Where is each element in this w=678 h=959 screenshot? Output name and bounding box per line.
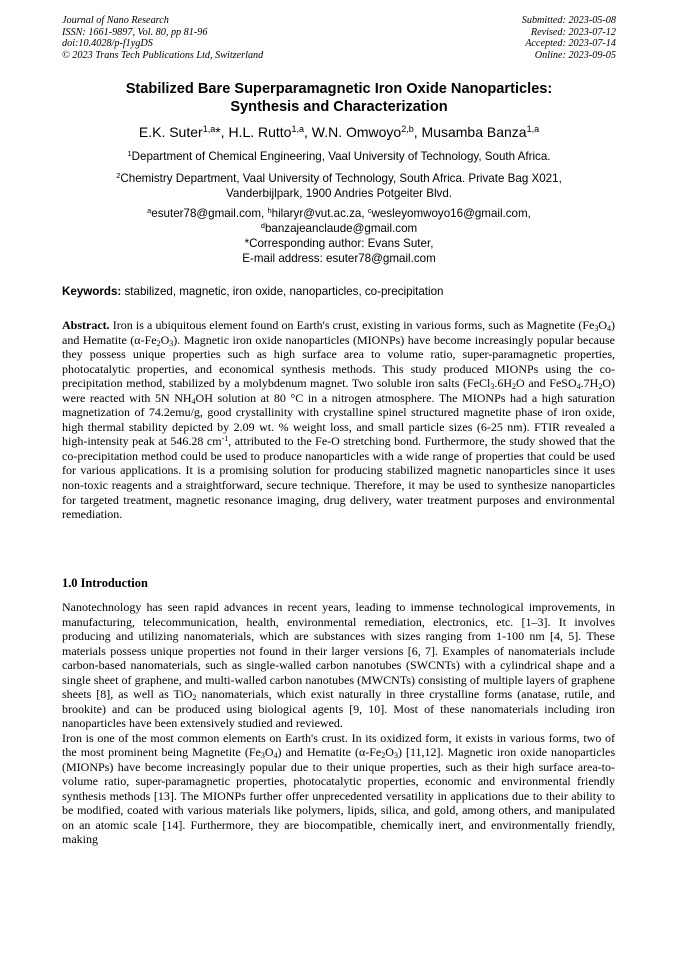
abstract-text: O (160, 332, 170, 347)
subscript: 3 (594, 324, 599, 333)
doi-line: doi:10.4028/p-f1ygDS (62, 38, 153, 50)
abstract-text: .6H (494, 376, 513, 391)
abstract-text: , attributed to the Fe-O stretching bond. Furthermore, the study showed that the co-precipitation method could be used to produce nanoparticles with a wide range of properties that could be used for various applications. It is a promising solution for producing stabilized magnetic nanoparticles since it uses non-toxic reagents and a straightforward, secure technique. Therefore, it may be used to synthesize nanoparticles for targeted treatment, magnetic resonance imaging, drug delivery, water treatment purposes and environmental remediation. (62, 434, 615, 522)
affiliation-2-text: Chemistry Department, Vaal University of Technology, South Africa. Private Bag X021, (120, 172, 562, 185)
affiliation-marker: 1 (127, 149, 132, 158)
subscript: 2 (381, 751, 386, 760)
affiliation-1 (62, 149, 616, 164)
abstract-text: ) and Hematite (α-Fe (62, 318, 615, 347)
affiliation-1-line (62, 149, 616, 164)
email-link[interactable]: hilaryr@vut.ac.za, (271, 207, 368, 220)
accepted-date: Accepted: 2023-07-14 (525, 38, 616, 50)
affiliation-2-line-1 (62, 171, 616, 186)
title-line-1: Stabilized Bare Superparamagnetic Iron Oxide Nanoparticles: (125, 81, 553, 97)
email-line-1 (62, 206, 616, 221)
paragraph-text: O (264, 745, 274, 759)
keywords (62, 284, 622, 299)
affiliation-2 (62, 171, 616, 201)
abstract-text: ). Magnetic iron oxide nanoparticles (MIONPs) have become increasingly popular because they possess unique properties such as high surface area to volume ratio, super-paramagnetic properties, photocatalytic properties, and economical synthesis methods. This study produced MIONPs using the co-precipitation method, stabilized by a molybdenum magnet. Two soluble iron salts (FeCl (62, 332, 615, 391)
email-link[interactable]: wesleyomwoyo16@gmail.com, (371, 207, 531, 220)
author-affiliation-marker: 1,a (526, 124, 540, 134)
introduction-body (62, 600, 615, 847)
subscript: 3 (393, 751, 398, 760)
subscript: 4 (191, 396, 196, 406)
affiliation-marker: 2 (116, 171, 121, 180)
author-separator: , (303, 124, 312, 140)
email-marker: d (260, 221, 265, 230)
author-affiliation-marker: 1,a (291, 124, 304, 134)
subscript: 2 (598, 382, 603, 392)
online-date: Online: 2023-09-05 (534, 49, 616, 61)
subscript: 4 (273, 751, 278, 760)
contact-block (62, 206, 616, 266)
superscript: -1 (221, 434, 229, 444)
paragraph (62, 600, 615, 731)
title-line-2: Synthesis and Characterization (230, 99, 448, 115)
paragraph-text: Iron is one of the most common elements on Earth's crust. In its oxidized form, it exists in various forms, two of the most prominent being Magnetite (Fe (62, 730, 615, 759)
subscript: 4 (607, 324, 611, 333)
paper-title (62, 80, 616, 116)
affiliation-2-line-2: Vanderbijlpark, 1900 Andries Potgeiter Blvd. (226, 187, 452, 200)
paragraph (62, 731, 615, 847)
paragraph-text: Nanotechnology has seen rapid advances in recent years, leading to immense technological improvements, in manufacturing, telecommunication, health, environmental remediation, electronics, etc. [1–3]. It involves producing and utilizing nanomaterials, which are substances with sizes ranging from 1-100 nm [4, 5]. These materials possess unique properties not found in their larger versions [6, 7]. Examples of nanomaterials include carbon-based nanomaterials, such as single-walled carbon nanotubes (SWCNTs) with a cylindrical shape and a single sheet of graphene, and multi-walled carbon nanotubes (MWCNTs) consisting of multiple layers of graphene sheets [8], as well as TiO (62, 600, 615, 701)
author-name: E.K. Suter (138, 124, 203, 140)
subscript: 3 (490, 382, 495, 392)
subscript: 2 (192, 693, 197, 702)
issn-line: ISSN: 1661-9897, Vol. 80, pp 81-96 (62, 26, 208, 38)
keywords-label: Keywords: (62, 285, 122, 298)
author-affiliation-marker: 1,a (202, 124, 216, 134)
author-affiliation-marker: 2,b (401, 124, 414, 134)
affiliation-1-text: Department of Chemical Engineering, Vaal University of Technology, South Africa. (131, 150, 551, 163)
email-marker: h (267, 206, 272, 215)
subscript: 2 (512, 382, 517, 392)
email-marker: c (367, 206, 372, 215)
copyright-line: © 2023 Trans Tech Publications Ltd, Switzerland (62, 49, 264, 61)
abstract-text: .7H (580, 376, 599, 391)
revised-date: Revised: 2023-07-12 (530, 26, 616, 38)
paragraph-text: nanomaterials, which exist naturally in three crystalline forms (anatase, rutile, and brookite) and can be produced using biological agents [9, 10]. Most of these nanomaterials including iron nanoparticles have been extensively studied and reviewed. (62, 687, 615, 730)
journal-name: Journal of Nano Research (62, 15, 169, 26)
author-name: Musamba Banza (421, 124, 527, 140)
corresponding-email: E-mail address: esuter78@gmail.com (242, 252, 436, 265)
author-separator: *, (215, 124, 229, 140)
abstract-text: Iron is a ubiquitous element found on Earth's crust, existing in various forms, such as Magnetite (Fe (109, 318, 595, 332)
abstract-text: O (598, 318, 607, 332)
publication-dates (522, 15, 616, 61)
email-link[interactable]: banzajeanclaude@gmail.com (264, 222, 418, 235)
section-heading-introduction: 1.0 Introduction (62, 576, 148, 590)
abstract-label: Abstract. (62, 318, 110, 332)
abstract (62, 318, 615, 522)
subscript: 3 (169, 338, 174, 348)
email-link[interactable]: esuter78@gmail.com, (151, 207, 268, 220)
author-name: H.L. Rutto (228, 124, 292, 140)
abstract-text: OH solution at 80 °C in a nitrogen atmosphere. The MIONPs had a high saturation magnetization of 74.2emu/g, good crystallinity with crystalline spinel structured magnetite phase of iron oxide, high thermal stability depicted by 2.09 wt. % weight loss, and small particle sizes (6-25 nm). FTIR revealed a high-intensity peak at 546.28 cm (62, 390, 615, 449)
paragraph-text: O (385, 745, 394, 759)
author-name: W.N. Omwoyo (311, 124, 402, 140)
abstract-text: O) were reacted with 5N NH (62, 376, 615, 405)
subscript: 2 (156, 338, 161, 348)
abstract-text: O and FeSO (516, 376, 577, 391)
subscript: 3 (260, 751, 265, 760)
author-separator: , (413, 124, 422, 140)
author-list (40, 123, 638, 141)
email-marker: a (147, 206, 152, 215)
paragraph-text: ) and Hematite (α-Fe (277, 745, 382, 759)
paragraph-text: ) [11,12]. Magnetic iron oxide nanoparticles (MIONPs) have become increasingly popular due to their unique properties, such as their high surface area-to-volume ratio, super-paramagnetic properties, photocatalytic properties, economic and environmental friendly synthesis methods [13]. The MIONPs further offer unprecedented versatility in applications due to their ability to be modified, coated with various materials like polymers, lipids, silica, and gold, among others, and manipulated on an atomic scale [14]. Furthermore, they are biocompatible, chemically inert, and environmentally friendly, making (62, 745, 615, 846)
journal-info (62, 15, 263, 61)
submitted-date: Submitted: 2023-05-08 (521, 15, 616, 26)
keywords-text: stabilized, magnetic, iron oxide, nanoparticles, co-precipitation (121, 285, 444, 298)
email-line-2 (62, 221, 616, 236)
corresponding-author: *Corresponding author: Evans Suter, (244, 237, 434, 250)
subscript: 4 (576, 382, 581, 392)
